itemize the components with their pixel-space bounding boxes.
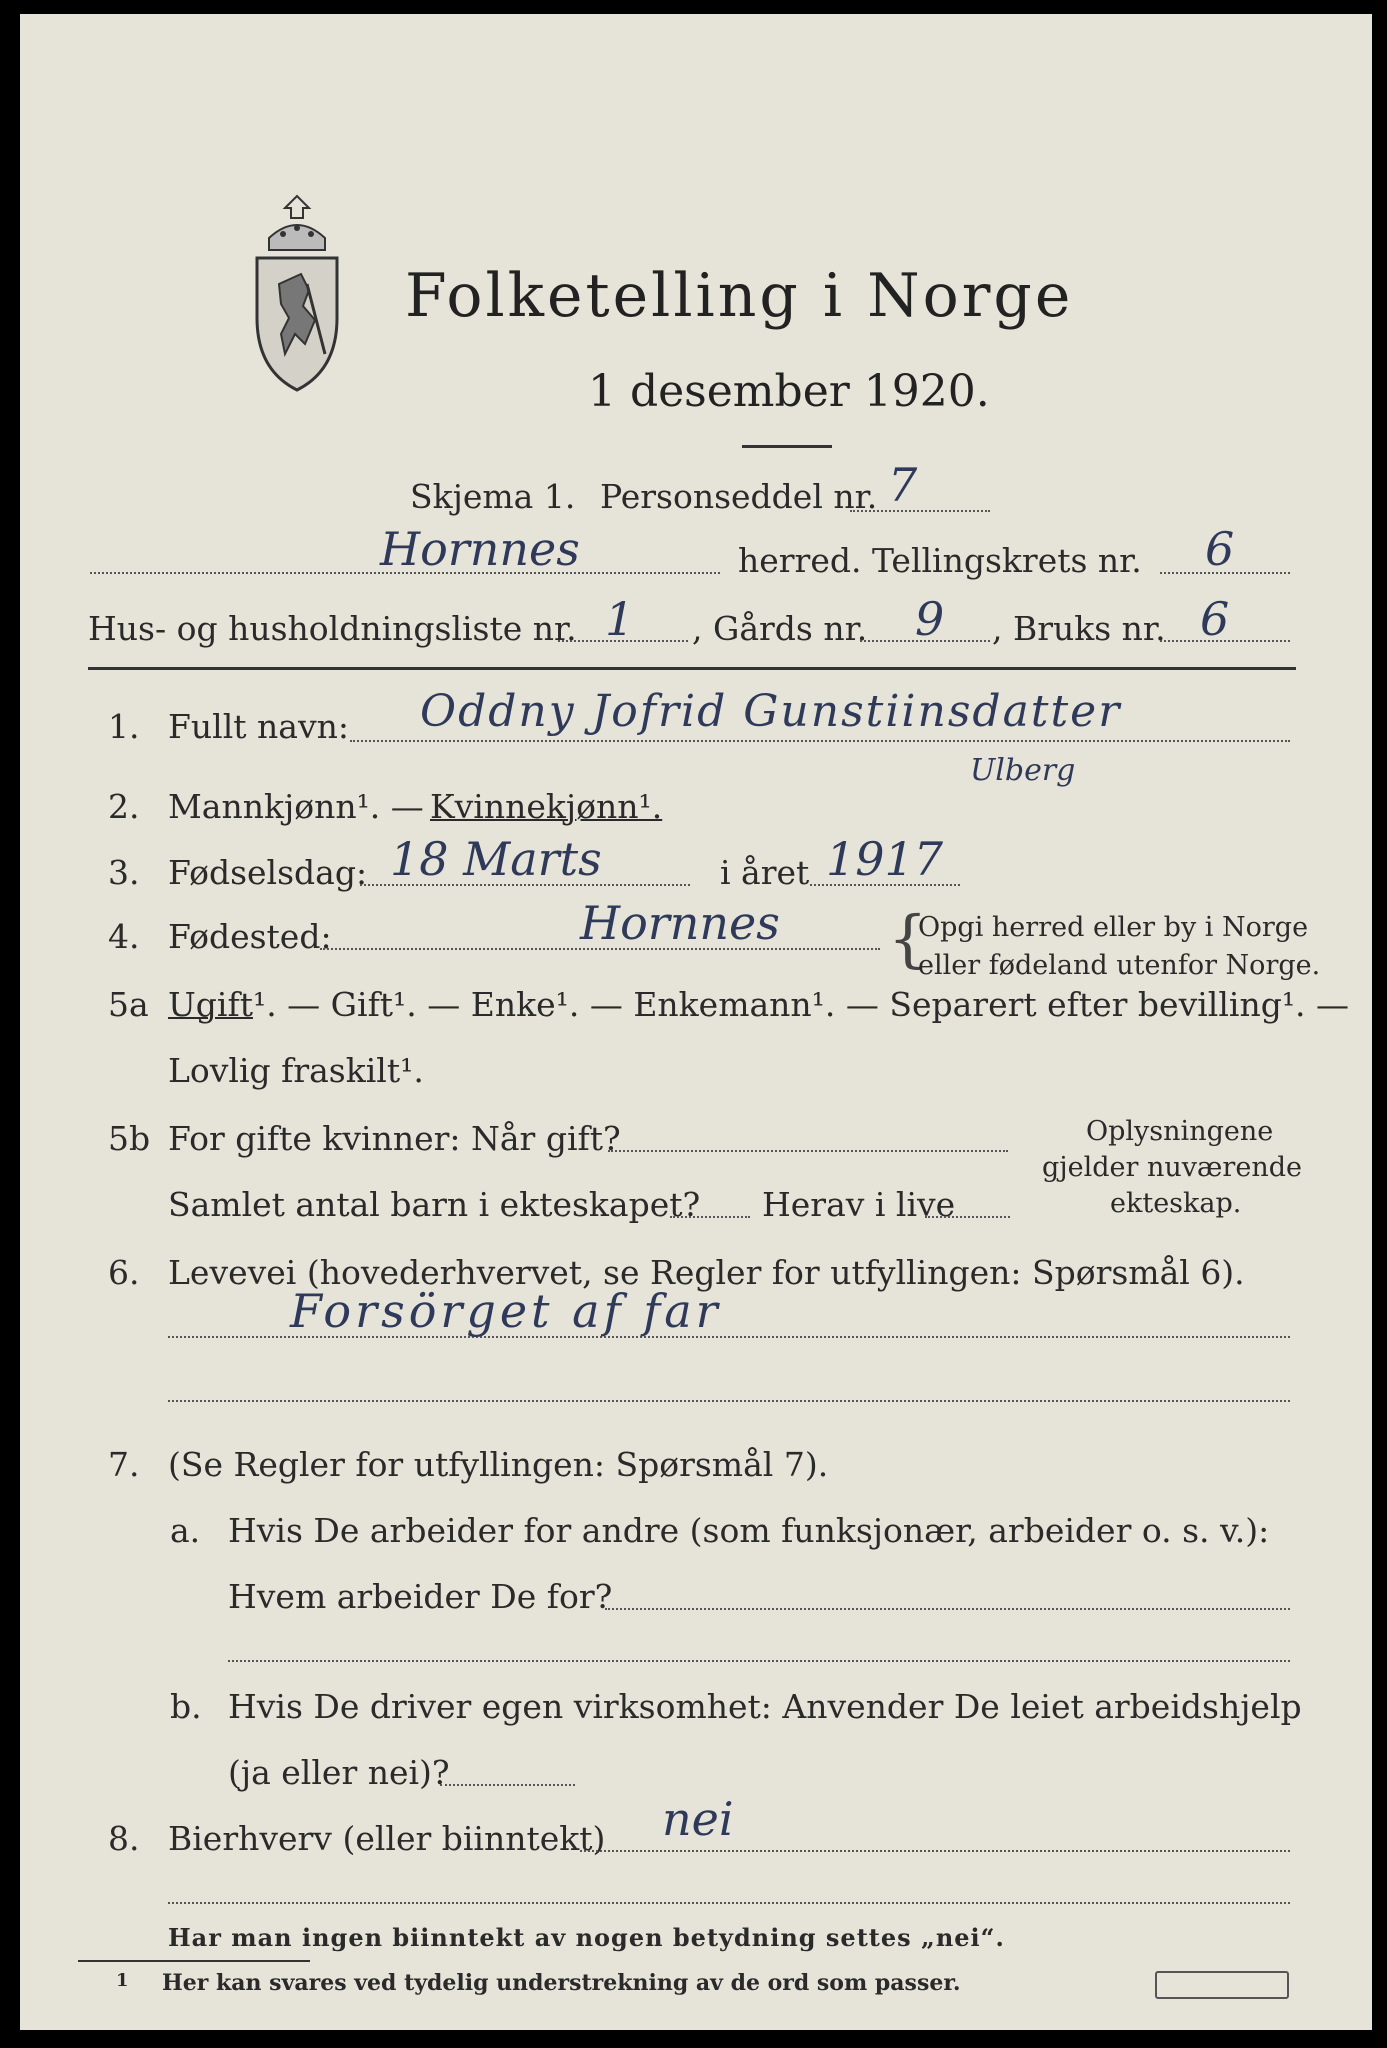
gards-label: , Gårds nr. (692, 609, 868, 648)
footnote-rule (78, 1960, 310, 1962)
q6-number: 6. (108, 1253, 140, 1292)
q2-number: 2. (108, 787, 140, 826)
employer-field-2[interactable] (228, 1660, 1290, 1662)
side-income-field-2[interactable] (168, 1902, 1290, 1904)
q3-label: Fødselsdag: (168, 853, 368, 892)
hus-value: 1 (605, 592, 635, 646)
bruks-label: , Bruks nr. (992, 609, 1166, 648)
q4-note-line2: eller fødeland utenfor Norge. (918, 950, 1321, 981)
q4-note-line1: Opgi herred eller by i Norge (918, 912, 1309, 943)
coat-of-arms-icon (245, 194, 350, 394)
q5b-note-line2: gjelder nuværende (1042, 1152, 1302, 1183)
married-when-field[interactable] (608, 1150, 1008, 1152)
q1-number: 1. (108, 707, 140, 746)
q5a-number: 5a (108, 985, 149, 1024)
personseddel-field[interactable] (850, 510, 990, 512)
sex-male-option[interactable]: Mannkjønn¹. — (168, 787, 424, 826)
q5b-note-line1: Oplysningene (1086, 1116, 1274, 1147)
hired-help-field[interactable] (440, 1784, 575, 1786)
q7b-line1: Hvis De driver egen virksomhet: Anvender De leiet arbeidshjelp (228, 1687, 1302, 1726)
footnote-mark: 1 (116, 1970, 129, 1991)
birth-year-value: 1917 (826, 832, 944, 886)
q7-label: (Se Regler for utfyllingen: Spørsmål 7). (168, 1445, 829, 1484)
brace-left: { (888, 902, 928, 975)
footer-note: Har man ingen biinntekt av nogen betydning settes „nei“. (168, 1923, 1005, 1952)
year-label: i året (720, 853, 810, 892)
birthday-value: 18 Marts (390, 832, 602, 886)
q3-number: 3. (108, 853, 140, 892)
q4-label: Fødested: (168, 917, 332, 956)
sex-female-option[interactable]: Kvinnekjønn¹. (430, 787, 663, 826)
herred-value: Hornnes (380, 522, 580, 576)
children-alive-field[interactable] (925, 1216, 1010, 1218)
occupation-value: Forsörget af far (290, 1284, 722, 1338)
title-divider (742, 445, 832, 448)
census-form (20, 14, 1372, 2030)
occupation-field-2[interactable] (168, 1400, 1290, 1402)
q7a-marker: a. (170, 1511, 201, 1550)
q5b-number: 5b (108, 1119, 151, 1158)
bruks-value: 6 (1200, 592, 1230, 646)
q7-number: 7. (108, 1445, 140, 1484)
children-total-label: Samlet antal barn i ekteskapet? (168, 1185, 701, 1224)
personseddel-label: Personseddel nr. (600, 477, 878, 516)
ugift-option[interactable]: Ugift (168, 985, 253, 1024)
q7a-line2: Hvem arbeider De for? (228, 1577, 613, 1616)
gards-value: 9 (915, 592, 945, 646)
q7a-line1: Hvis De arbeider for andre (som funksjonær, arbeider o. s. v.): (228, 1511, 1270, 1550)
children-alive-label: Herav i live (762, 1185, 956, 1224)
herred-label: herred. Tellingskrets nr. (738, 541, 1142, 580)
hus-label: Hus- og husholdningsliste nr. (88, 609, 577, 648)
q7b-marker: b. (170, 1687, 202, 1726)
full-name-value: Oddny Jofrid Gunstiinsdatter (420, 686, 1122, 737)
q5b-note-line3: ekteskap. (1110, 1188, 1242, 1219)
census-date: 1 desember 1920. (588, 366, 990, 417)
surname-value: Ulberg (970, 753, 1076, 788)
personseddel-value: 7 (888, 458, 918, 512)
employer-field-1[interactable] (605, 1608, 1290, 1610)
side-income-value: nei (662, 1792, 734, 1846)
children-total-field[interactable] (670, 1216, 750, 1218)
printer-stamp (1155, 1971, 1289, 1999)
fraskilt-option[interactable]: Lovlig fraskilt¹. (168, 1051, 424, 1090)
q1-label: Fullt navn: (168, 707, 349, 746)
q7b-line2: (ja eller nei)? (228, 1753, 450, 1792)
header-rule (88, 667, 1296, 670)
skjema-label: Skjema 1. (410, 477, 576, 516)
full-name-field[interactable] (350, 740, 1290, 742)
form-title: Folketelling i Norge (405, 261, 1074, 331)
q5a-options (168, 985, 1350, 1024)
married-when-label: For gifte kvinner: Når gift? (168, 1119, 621, 1158)
q8-number: 8. (108, 1819, 140, 1858)
q6-label: Levevei (hovederhvervet, se Regler for utfyllingen: Spørsmål 6). (168, 1253, 1245, 1292)
marital-other-options[interactable]: ¹. — Gift¹. — Enke¹. — Enkemann¹. — Separert efter bevilling¹. — (252, 985, 1350, 1024)
birthplace-value: Hornnes (580, 896, 780, 950)
q4-number: 4. (108, 917, 140, 956)
side-income-field-1[interactable] (580, 1850, 1290, 1852)
q8-label: Bierhverv (eller biinntekt) (168, 1819, 606, 1858)
footnote-text: Her kan svares ved tydelig understrekning av de ord som passer. (162, 1970, 961, 1996)
tellingskrets-value: 6 (1205, 522, 1235, 576)
